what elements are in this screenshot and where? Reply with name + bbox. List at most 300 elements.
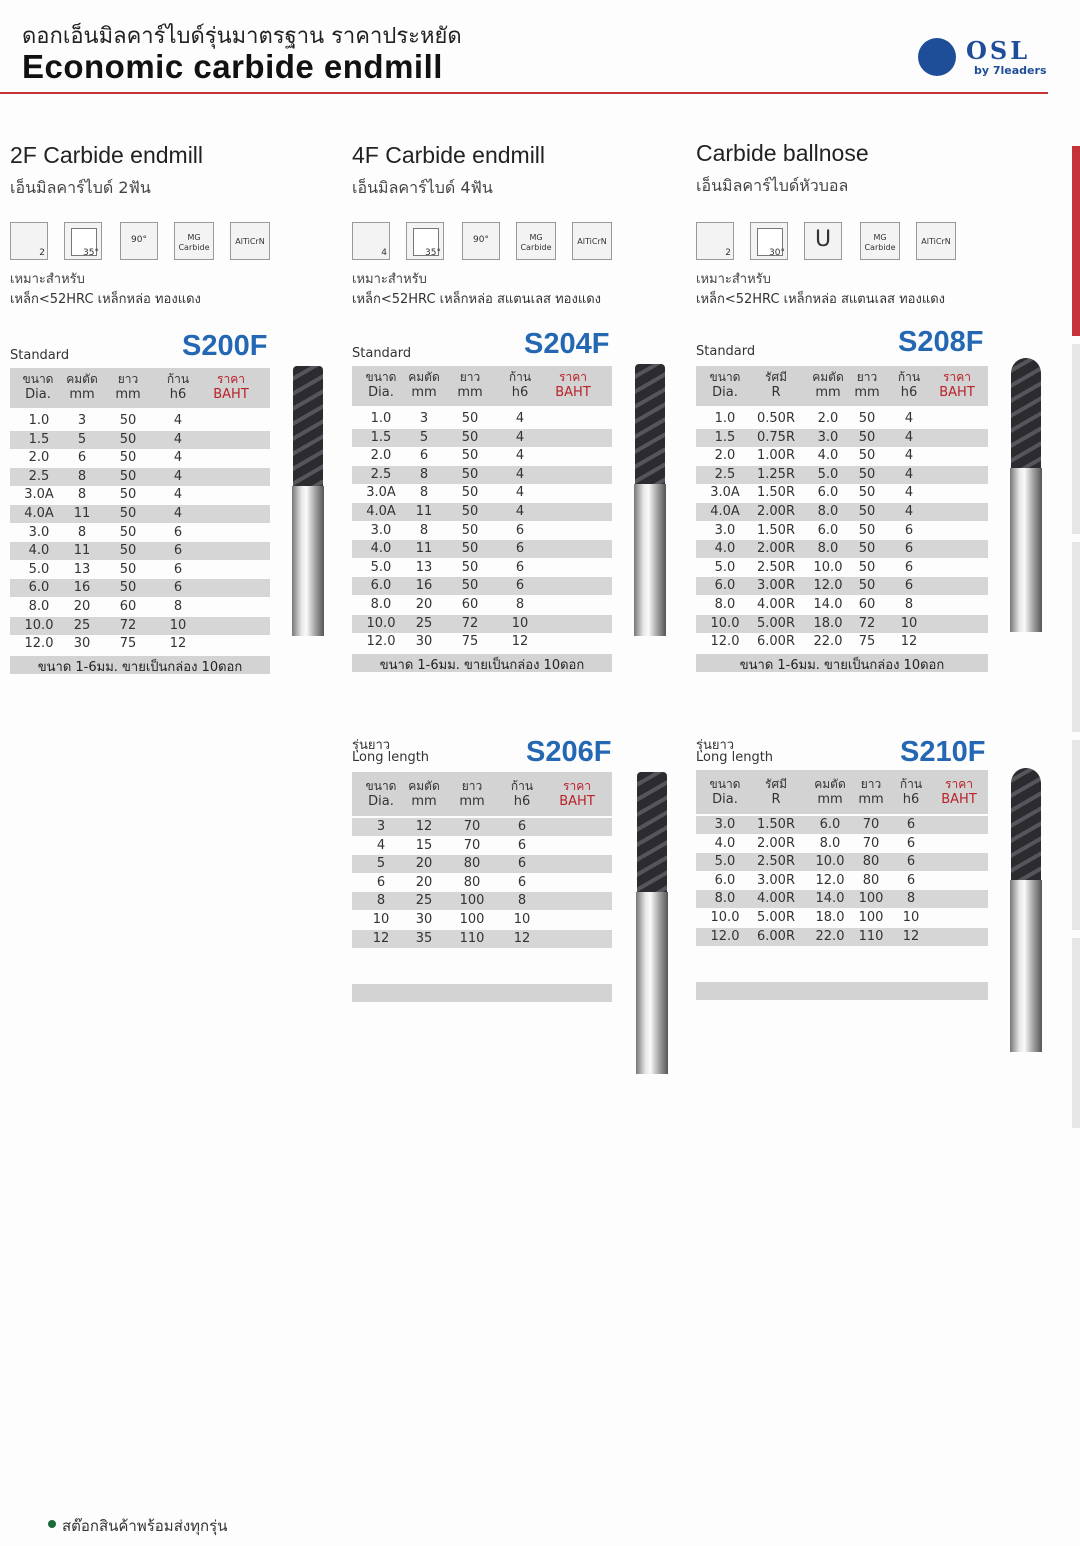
table-cell: 1.0 bbox=[370, 411, 392, 426]
table-cell: 35 bbox=[415, 930, 433, 946]
table-cell: 70 bbox=[862, 817, 880, 832]
suitable-label: เหมาะสำหรับ bbox=[696, 272, 771, 287]
table-cell: 3.0 bbox=[370, 522, 392, 538]
table-row bbox=[696, 835, 988, 853]
table-cell: 6 bbox=[517, 819, 527, 834]
table-row bbox=[10, 579, 270, 597]
table-cell: 16 bbox=[73, 580, 91, 596]
coating-icon: AlTiCrN bbox=[916, 222, 956, 260]
table-cell: 2.0 bbox=[28, 450, 50, 466]
table-cell: 12 bbox=[900, 634, 918, 650]
table-footnote: ขนาด 1-6มม. ขายเป็นกล่อง 10ดอก bbox=[352, 654, 612, 672]
table-cell: 10 bbox=[513, 912, 531, 927]
section-title: Carbide ballnose bbox=[696, 140, 869, 166]
table-cell: 50 bbox=[858, 429, 876, 445]
table-cell: 75 bbox=[858, 634, 876, 650]
col-cut: คมตัด mm bbox=[814, 777, 846, 807]
table-cell: 15 bbox=[415, 837, 433, 853]
material-label: เหล็ก<52HRC เหล็กหล่อ ทองแดง bbox=[10, 292, 201, 307]
table-cell: 8.0 bbox=[819, 835, 841, 851]
table-cell: 3.0A bbox=[24, 487, 54, 503]
table-cell: 25 bbox=[415, 615, 433, 631]
side-tab[interactable] bbox=[1072, 938, 1080, 1128]
table-cell: 11 bbox=[415, 541, 433, 557]
table-cell: 2.0 bbox=[370, 448, 392, 464]
section-s200f bbox=[10, 142, 340, 682]
table-header bbox=[696, 366, 988, 406]
osl-logo bbox=[918, 36, 1048, 80]
table-cell: 60 bbox=[858, 597, 876, 612]
table-row bbox=[352, 615, 612, 633]
table-cell: 6 bbox=[515, 522, 525, 538]
logo-emblem-icon bbox=[918, 38, 956, 76]
bullet-icon bbox=[48, 1520, 56, 1528]
table-row bbox=[10, 524, 270, 542]
table-footnote: ขนาด 1-6มม. ขายเป็นกล่อง 10ดอก bbox=[696, 654, 988, 672]
table-cell: 11 bbox=[73, 506, 91, 521]
table-row bbox=[696, 890, 988, 908]
table-cell: 4 bbox=[904, 485, 914, 501]
table-row bbox=[696, 596, 988, 614]
col-size: ขนาด Dia. bbox=[365, 370, 397, 400]
model-code: S206F bbox=[526, 736, 612, 768]
table-cell: 2.5 bbox=[714, 466, 736, 482]
table-cell: 5.00R bbox=[757, 615, 795, 631]
table-row bbox=[696, 466, 988, 484]
table-cell: 4 bbox=[173, 450, 183, 466]
table-cell: 8 bbox=[515, 597, 525, 612]
table-row bbox=[352, 577, 612, 595]
corner-angle-icon: 90° bbox=[462, 222, 500, 260]
table-cell: 100 bbox=[459, 893, 485, 909]
table-row bbox=[352, 447, 612, 465]
table-cell: 6 bbox=[904, 578, 914, 594]
table-cell: 6 bbox=[173, 524, 183, 540]
table-cell: 8 bbox=[419, 522, 429, 538]
table-cell: 10 bbox=[169, 617, 187, 633]
table-cell: 20 bbox=[415, 597, 433, 612]
long-label: Long length bbox=[696, 750, 774, 765]
table-cell: 50 bbox=[461, 466, 479, 482]
table-row bbox=[696, 816, 988, 834]
corner-angle-icon: 90° bbox=[120, 222, 158, 260]
stock-note: สต๊อกสินค้าพร้อมส่งทุกรุ่น bbox=[62, 1517, 228, 1535]
helix-angle-icon: 35° bbox=[406, 222, 444, 260]
table-cell: 30 bbox=[415, 912, 433, 927]
table-cell: 8.0 bbox=[28, 599, 50, 614]
table-row bbox=[352, 930, 612, 948]
table-cell: 3.0 bbox=[714, 817, 736, 832]
col-shank: ก้าน h6 bbox=[897, 370, 921, 400]
col-length: ยาว mm bbox=[854, 370, 880, 400]
col-length: ยาว mm bbox=[459, 779, 485, 809]
table-cell: 16 bbox=[415, 578, 433, 594]
section-s204f bbox=[352, 142, 682, 682]
table-row bbox=[696, 484, 988, 502]
table-cell: 30 bbox=[73, 636, 91, 652]
table-cell: 2.00R bbox=[757, 835, 795, 851]
model-code: S210F bbox=[900, 736, 986, 768]
table-cell: 10.0 bbox=[710, 910, 740, 925]
table-cell: 50 bbox=[461, 485, 479, 501]
table-cell: 12.0 bbox=[813, 578, 843, 594]
table-cell: 8 bbox=[77, 487, 87, 503]
table-cell: 4 bbox=[515, 448, 525, 464]
table-cell: 0.50R bbox=[757, 411, 795, 426]
table-cell: 8 bbox=[77, 468, 87, 484]
table-cell: 1.50R bbox=[757, 817, 795, 832]
table-cell: 2.50R bbox=[757, 559, 795, 575]
table-cell: 1.0 bbox=[28, 413, 50, 428]
col-shank: ก้าน h6 bbox=[510, 779, 534, 809]
table-cell: 8 bbox=[419, 466, 429, 482]
table-cell: 6 bbox=[517, 874, 527, 890]
flute-count-icon: 4 bbox=[352, 222, 390, 260]
logo-brand: OSL bbox=[966, 36, 1031, 65]
table-cell: 50 bbox=[858, 504, 876, 519]
section-subtitle: เอ็นมิลคาร์ไบด์ 4ฟัน bbox=[352, 178, 493, 197]
table-cell: 4 bbox=[173, 506, 183, 521]
side-tab-active[interactable] bbox=[1072, 146, 1080, 336]
table-cell: 4 bbox=[173, 413, 183, 428]
table-header bbox=[696, 770, 988, 814]
table-cell: 6 bbox=[515, 559, 525, 575]
table-cell: 50 bbox=[461, 411, 479, 426]
material-label: เหล็ก<52HRC เหล็กหล่อ สแตนเลส ทองแดง bbox=[696, 292, 945, 307]
table-cell: 4.0 bbox=[714, 835, 736, 851]
table-cell: 3.00R bbox=[757, 872, 795, 888]
table-cell: 50 bbox=[858, 541, 876, 557]
side-tab[interactable] bbox=[1072, 344, 1080, 534]
table-cell: 3 bbox=[419, 411, 429, 426]
col-cut: คมตัด mm bbox=[408, 370, 440, 400]
table-row bbox=[10, 542, 270, 560]
table-cell: 50 bbox=[119, 506, 137, 521]
table-row bbox=[352, 410, 612, 428]
long-label: Long length bbox=[352, 750, 430, 765]
table-cell: 50 bbox=[858, 559, 876, 575]
table-cell: 6.0 bbox=[819, 817, 841, 832]
table-cell: 30 bbox=[415, 634, 433, 650]
table-cell: 2.00R bbox=[757, 541, 795, 557]
table-cell: 2.0 bbox=[817, 411, 839, 426]
table-cell: 50 bbox=[461, 559, 479, 575]
table-cell: 13 bbox=[73, 561, 91, 577]
table-cell: 4 bbox=[173, 487, 183, 503]
table-cell: 12 bbox=[511, 634, 529, 650]
table-cell: 70 bbox=[463, 837, 481, 853]
table-row bbox=[696, 540, 988, 558]
table-cell: 50 bbox=[119, 561, 137, 577]
col-radius: รัศมี R bbox=[765, 370, 787, 400]
table-row bbox=[352, 874, 612, 892]
table-cell: 3.0A bbox=[366, 485, 396, 501]
table-cell: 3.0 bbox=[28, 524, 50, 540]
table-cell: 2.50R bbox=[757, 854, 795, 870]
table-row bbox=[696, 447, 988, 465]
table-cell: 5.00R bbox=[757, 910, 795, 925]
table-cell: 4 bbox=[515, 411, 525, 426]
table-cell: 11 bbox=[415, 504, 433, 519]
table-cell: 50 bbox=[119, 431, 137, 447]
table-cell: 110 bbox=[459, 930, 485, 946]
table-cell: 1.5 bbox=[714, 429, 736, 445]
table-cell: 10 bbox=[372, 912, 390, 927]
table-row bbox=[352, 596, 612, 614]
table-cell: 10 bbox=[511, 615, 529, 631]
table-row bbox=[696, 633, 988, 651]
table-cell: 6.00R bbox=[757, 634, 795, 650]
table-cell: 6.0 bbox=[714, 578, 736, 594]
table-row bbox=[10, 617, 270, 635]
table-cell: 50 bbox=[119, 543, 137, 559]
table-cell: 6.0 bbox=[817, 485, 839, 501]
table-cell: 72 bbox=[119, 617, 137, 633]
col-price: ราคา BAHT bbox=[559, 779, 595, 809]
table-cell: 4 bbox=[173, 431, 183, 447]
table-cell: 8 bbox=[906, 891, 916, 907]
table-cell: 12.0 bbox=[815, 872, 845, 888]
table-cell: 12 bbox=[902, 928, 920, 944]
table-cell: 1.5 bbox=[28, 431, 50, 447]
table-cell: 6 bbox=[906, 872, 916, 888]
table-cell: 6 bbox=[173, 543, 183, 559]
table-cell: 4.0A bbox=[24, 506, 54, 521]
table-cell: 12.0 bbox=[710, 928, 740, 944]
table-cell: 5.0 bbox=[817, 466, 839, 482]
table-cell: 13 bbox=[415, 559, 433, 575]
table-cell: 50 bbox=[461, 522, 479, 538]
table-cell: 6 bbox=[906, 854, 916, 870]
table-row bbox=[352, 522, 612, 540]
table-cell: 50 bbox=[119, 468, 137, 484]
table-cell: 4.0A bbox=[366, 504, 396, 519]
suitable-label: เหมาะสำหรับ bbox=[10, 272, 85, 287]
section-subtitle: เอ็นมิลคาร์ไบด์ 2ฟัน bbox=[10, 178, 151, 197]
table-cell: 6 bbox=[173, 580, 183, 596]
table-row bbox=[352, 633, 612, 651]
table-cell: 72 bbox=[858, 615, 876, 631]
table-cell: 6 bbox=[419, 448, 429, 464]
long-label-thai: รุ่นยาว bbox=[696, 738, 735, 753]
table-cell: 6 bbox=[906, 835, 916, 851]
side-tab[interactable] bbox=[1072, 542, 1080, 732]
table-cell: 4 bbox=[515, 485, 525, 501]
table-cell: 6 bbox=[77, 450, 87, 466]
table-header bbox=[352, 772, 612, 816]
table-cell: 8 bbox=[517, 893, 527, 909]
table-cell: 100 bbox=[858, 891, 884, 907]
table-cell: 5.0 bbox=[714, 559, 736, 575]
table-cell: 4.0 bbox=[817, 448, 839, 464]
table-cell: 80 bbox=[862, 872, 880, 888]
table-cell: 6 bbox=[906, 817, 916, 832]
helix-angle-icon: 35° bbox=[64, 222, 102, 260]
table-cell: 10 bbox=[900, 615, 918, 631]
table-cell: 4 bbox=[515, 466, 525, 482]
table-cell: 10.0 bbox=[815, 854, 845, 870]
table-cell: 80 bbox=[463, 856, 481, 872]
header-thai-title: ดอกเอ็นมิลคาร์ไบด์รุ่นมาตรฐาน ราคาประหยัด bbox=[22, 24, 462, 49]
col-cut: คมตัด mm bbox=[66, 372, 98, 402]
coating-icon: AlTiCrN bbox=[572, 222, 612, 260]
coating-icon: AlTiCrN bbox=[230, 222, 270, 260]
table-cell: 5 bbox=[419, 429, 429, 445]
material-label: เหล็ก<52HRC เหล็กหล่อ สแตนเลส ทองแดง bbox=[352, 292, 601, 307]
table-cell: 18.0 bbox=[815, 910, 845, 925]
col-cut: คมตัด mm bbox=[408, 779, 440, 809]
side-tab[interactable] bbox=[1072, 740, 1080, 930]
table-cell: 12 bbox=[169, 636, 187, 652]
table-cell: 4 bbox=[904, 466, 914, 482]
table-cell: 110 bbox=[858, 928, 884, 944]
table-cell: 50 bbox=[119, 487, 137, 503]
table-cell: 2.00R bbox=[757, 504, 795, 519]
table-cell: 4.0 bbox=[28, 543, 50, 559]
table-row bbox=[696, 909, 988, 927]
col-length: ยาว mm bbox=[457, 370, 483, 400]
table-cell: 5.0 bbox=[370, 559, 392, 575]
table-cell: 20 bbox=[415, 874, 433, 890]
table-row bbox=[352, 559, 612, 577]
col-shank: ก้าน h6 bbox=[508, 370, 532, 400]
table-cell: 14.0 bbox=[815, 891, 845, 907]
col-price: ราคา BAHT bbox=[555, 370, 591, 400]
table-cell: 3 bbox=[376, 819, 386, 834]
col-size: ขนาด Dia. bbox=[22, 372, 54, 402]
table-cell: 100 bbox=[459, 912, 485, 927]
table-cell: 10.0 bbox=[710, 615, 740, 631]
table-cell: 50 bbox=[858, 466, 876, 482]
table-row bbox=[10, 431, 270, 449]
col-length: ยาว mm bbox=[858, 777, 884, 807]
table-cell: 2.5 bbox=[370, 466, 392, 482]
table-cell: 10.0 bbox=[24, 617, 54, 633]
table-cell: 3.0 bbox=[714, 522, 736, 538]
table-row bbox=[696, 429, 988, 447]
flute-count-icon: 2 bbox=[696, 222, 734, 260]
table-cell: 100 bbox=[858, 910, 884, 925]
table-cell: 8.0 bbox=[714, 891, 736, 907]
col-price: ราคา BAHT bbox=[939, 370, 975, 400]
table-cell: 25 bbox=[415, 893, 433, 909]
table-header bbox=[10, 368, 270, 408]
table-cell: 2.5 bbox=[28, 468, 50, 484]
table-cell: 50 bbox=[858, 411, 876, 426]
table-blank-footer bbox=[696, 982, 988, 1000]
table-cell: 4.0 bbox=[714, 541, 736, 557]
table-cell: 8.0 bbox=[714, 597, 736, 612]
table-cell: 50 bbox=[119, 524, 137, 540]
mg-carbide-icon: MG Carbide bbox=[860, 222, 900, 260]
table-cell: 4 bbox=[376, 837, 386, 853]
table-cell: 25 bbox=[73, 617, 91, 633]
table-row bbox=[10, 505, 270, 523]
table-cell: 11 bbox=[73, 543, 91, 559]
col-shank: ก้าน h6 bbox=[899, 777, 923, 807]
col-size: ขนาด Dia. bbox=[709, 777, 741, 807]
table-cell: 10.0 bbox=[813, 559, 843, 575]
table-cell: 6 bbox=[515, 578, 525, 594]
table-cell: 12 bbox=[372, 930, 390, 946]
table-cell: 6 bbox=[517, 837, 527, 853]
table-cell: 6.00R bbox=[757, 928, 795, 944]
table-cell: 12 bbox=[513, 930, 531, 946]
table-cell: 6 bbox=[904, 522, 914, 538]
table-cell: 4.0A bbox=[710, 504, 740, 519]
section-s210f bbox=[696, 734, 1036, 1044]
table-cell: 50 bbox=[119, 450, 137, 466]
table-row bbox=[696, 522, 988, 540]
table-cell: 3.00R bbox=[757, 578, 795, 594]
table-row bbox=[352, 892, 612, 910]
table-row bbox=[352, 855, 612, 873]
table-cell: 6.0 bbox=[714, 872, 736, 888]
table-cell: 5.0 bbox=[28, 561, 50, 577]
table-row bbox=[352, 484, 612, 502]
col-cut: คมตัด mm bbox=[812, 370, 844, 400]
table-row bbox=[696, 872, 988, 890]
header-title: Economic carbide endmill bbox=[22, 48, 443, 85]
table-cell: 80 bbox=[463, 874, 481, 890]
table-blank-footer bbox=[352, 984, 612, 1002]
col-size: ขนาด Dia. bbox=[709, 370, 741, 400]
table-cell: 5 bbox=[376, 856, 386, 872]
table-row bbox=[10, 449, 270, 467]
table-cell: 50 bbox=[119, 413, 137, 428]
table-cell: 8 bbox=[376, 893, 386, 909]
standard-label: Standard bbox=[10, 348, 70, 363]
model-code: S204F bbox=[524, 328, 610, 360]
table-cell: 5 bbox=[77, 431, 87, 447]
table-cell: 8.0 bbox=[370, 597, 392, 612]
table-cell: 18.0 bbox=[813, 615, 843, 631]
table-row bbox=[696, 410, 988, 428]
col-size: ขนาด Dia. bbox=[365, 779, 397, 809]
table-cell: 3.0 bbox=[817, 429, 839, 445]
standard-label: Standard bbox=[696, 344, 756, 359]
table-cell: 6 bbox=[517, 856, 527, 872]
mg-carbide-icon: MG Carbide bbox=[174, 222, 214, 260]
table-cell: 75 bbox=[461, 634, 479, 650]
table-cell: 6 bbox=[515, 541, 525, 557]
table-row bbox=[352, 503, 612, 521]
table-cell: 1.0 bbox=[714, 411, 736, 426]
table-row bbox=[10, 561, 270, 579]
table-cell: 6.0 bbox=[28, 580, 50, 596]
table-footnote: ขนาด 1-6มม. ขายเป็นกล่อง 10ดอก bbox=[10, 656, 270, 674]
table-cell: 50 bbox=[461, 504, 479, 519]
col-radius: รัศมี R bbox=[765, 777, 787, 807]
table-cell: 1.25R bbox=[757, 466, 795, 482]
table-row bbox=[696, 577, 988, 595]
table-row bbox=[696, 615, 988, 633]
table-row bbox=[10, 412, 270, 430]
table-cell: 22.0 bbox=[813, 634, 843, 650]
table-cell: 4 bbox=[904, 429, 914, 445]
table-cell: 50 bbox=[858, 485, 876, 501]
table-row bbox=[696, 853, 988, 871]
table-cell: 50 bbox=[461, 448, 479, 464]
table-cell: 75 bbox=[119, 636, 137, 652]
table-row bbox=[10, 598, 270, 616]
table-cell: 3.0A bbox=[710, 485, 740, 501]
table-cell: 60 bbox=[119, 599, 137, 614]
table-cell: 6 bbox=[173, 561, 183, 577]
section-s206f bbox=[352, 734, 682, 1044]
table-header bbox=[352, 366, 612, 406]
table-cell: 8.0 bbox=[817, 504, 839, 519]
